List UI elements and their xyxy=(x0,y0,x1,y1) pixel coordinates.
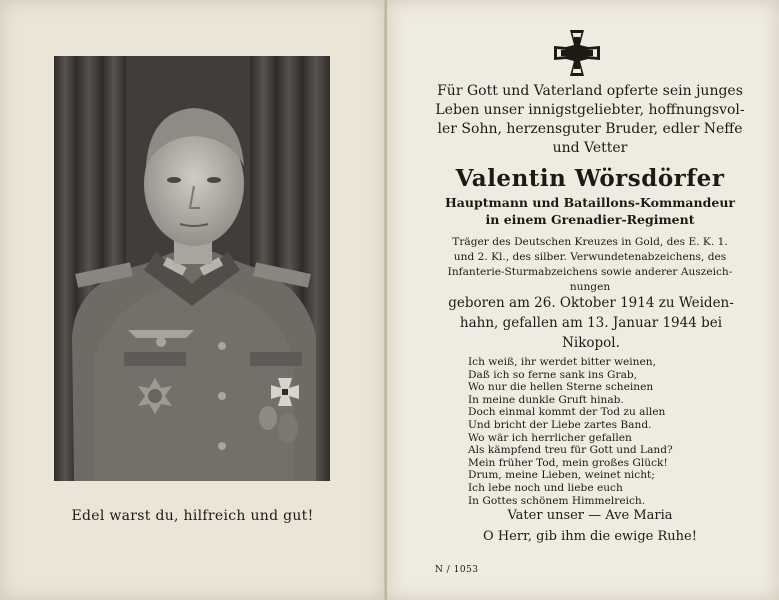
iron-cross-icon xyxy=(553,29,601,77)
blessing-text: O Herr, gib ihm die ewige Ruhe! xyxy=(483,529,697,544)
rank-line: Hauptmann und Bataillons-Kommandeur xyxy=(444,195,735,210)
birth-death-text xyxy=(426,293,756,353)
poem-line: Ich lebe noch und liebe euch xyxy=(468,481,623,494)
dedication-text xyxy=(420,82,760,158)
dates-line: hahn, gefallen am 13. Januar 1944 bei xyxy=(459,315,723,331)
deceased-name: Valentin Wörsdörfer xyxy=(455,165,725,192)
rank-line: in einem Grenadier-Regiment xyxy=(485,212,695,227)
portrait-photo xyxy=(54,56,330,481)
dedication-line: und Vetter xyxy=(552,140,628,156)
rank-text xyxy=(420,194,760,228)
poem-line: Wo wär ich herrlicher gefallen xyxy=(468,431,632,444)
poem-line: Ich weiß, ihr werdet bitter weinen, xyxy=(468,356,656,368)
dedication-line: ler Sohn, herzensguter Bruder, edler Neffe xyxy=(437,121,743,137)
poem-line: Und bricht der Liebe zartes Band. xyxy=(468,418,652,431)
poem-line: In meine dunkle Gruft hinab. xyxy=(468,393,624,406)
left-page xyxy=(0,0,385,600)
poem-line: Doch einmal kommt der Tod zu allen xyxy=(468,406,666,419)
honors-line: Träger des Deutschen Kreuzes in Gold, des E. K. 1. xyxy=(452,236,728,248)
honors-line: Infanterie-Sturmabzeichens sowie anderer Auszeich- xyxy=(447,266,733,278)
poem-line: Als kämpfend treu für Gott und Land? xyxy=(468,444,673,457)
honors-text xyxy=(424,235,756,295)
poem-line: Mein früher Tod, mein großes Glück! xyxy=(468,456,668,469)
poem-line: In Gottes schönem Himmelreich. xyxy=(468,494,646,507)
prayer-text: Vater unser — Ave Maria xyxy=(507,508,673,523)
reference-number: N / 1053 xyxy=(435,565,479,575)
poem-line: Wo nur die hellen Sterne scheinen xyxy=(468,381,654,394)
honors-line: nungen xyxy=(569,281,611,293)
dedication-line: Leben unser innigstgeliebter, hoffnungsvol- xyxy=(435,102,745,118)
soldier-portrait-image xyxy=(54,56,330,481)
dates-line: Nikopol. xyxy=(562,335,620,351)
poem-line: Drum, meine Lieben, weinet nicht; xyxy=(468,469,655,482)
poem-line: Daß ich so ferne sank ins Grab, xyxy=(468,368,638,381)
dates-line: geboren am 26. Oktober 1914 zu Weiden- xyxy=(448,295,734,311)
memorial-poem xyxy=(468,356,748,507)
dedication-line: Für Gott und Vaterland opferte sein junges xyxy=(437,83,743,99)
honors-line: und 2. Kl., des silber. Verwundetenabzeichens, des xyxy=(453,251,727,263)
motto-text: Edel warst du, hilfreich und gut! xyxy=(71,508,314,524)
